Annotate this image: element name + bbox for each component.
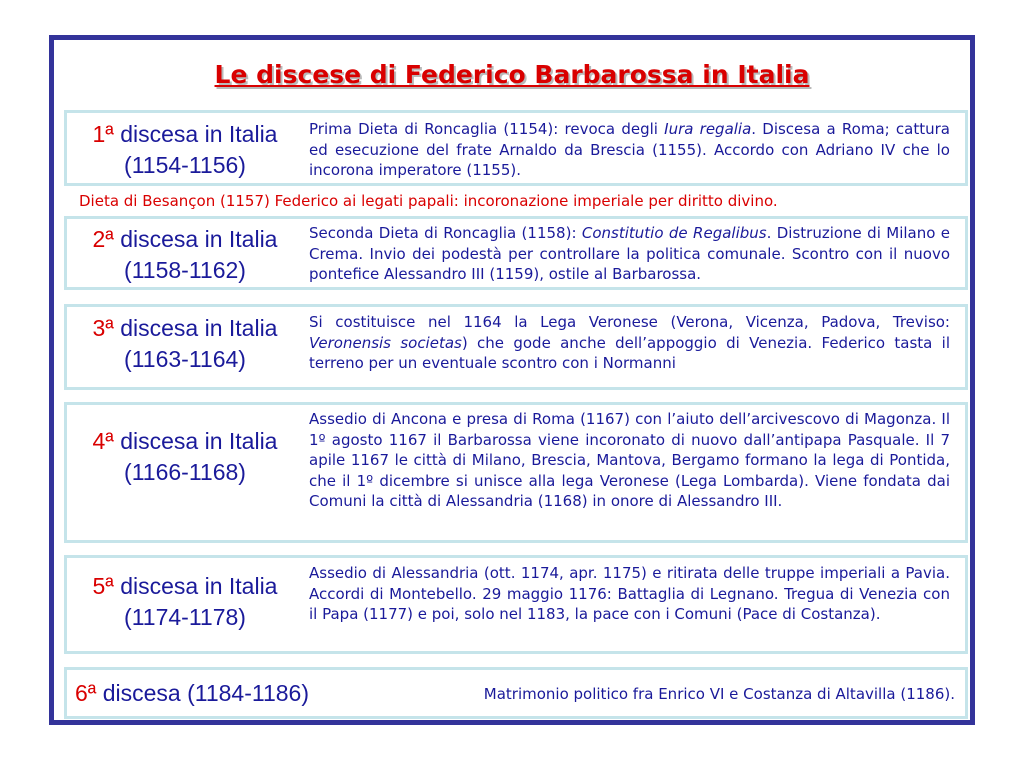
descent-ordinal: 3ª xyxy=(92,315,114,341)
slide-frame xyxy=(49,35,975,725)
descent-row-4 xyxy=(64,402,968,543)
descent-row-2 xyxy=(64,216,968,290)
descent-description xyxy=(309,563,950,625)
description-text: Assedio di Ancona e presa di Roma (1167) con l’aiuto dell’arcivescovo di Magonza. Il 1º agosto 1167 il Barbarossa viene incoronato di nuovo dall’antipapa Pasquale. Il 7 apile 1167 le città di Milano, Brescia, Mantova, Bergamo formano la lega di Pontida, che il 1º dicembre si unisce alla lega Veronese (Lega Lombarda). Viene fondata dai Comuni la città di Alessandria (1168) in onore di Alessandro III. xyxy=(309,410,950,510)
descent-description xyxy=(309,119,950,181)
descent-description xyxy=(309,312,950,374)
descent-row-5 xyxy=(64,555,968,654)
description-text: Si costituisce nel 1164 la Lega Veronese (Verona, Vicenza, Padova, Treviso: xyxy=(309,313,950,331)
descent-title: discesa in Italia xyxy=(120,428,278,454)
descent-label xyxy=(67,313,303,375)
descent-description xyxy=(309,223,950,285)
descent-ordinal: 4ª xyxy=(92,428,114,454)
descent-title: discesa in Italia xyxy=(120,226,278,252)
descent-years: (1154-1156) xyxy=(124,152,246,178)
description-text: Matrimonio politico fra Enrico VI e Costanza di Altavilla (1186). xyxy=(483,685,955,703)
descent-title: discesa in Italia xyxy=(120,573,278,599)
descent-row-3 xyxy=(64,304,968,390)
descent-label xyxy=(67,119,303,181)
descent-ordinal: 5ª xyxy=(92,573,114,599)
descent-description xyxy=(484,684,955,705)
descent-years: (1184-1186) xyxy=(187,680,309,706)
descent-years: (1163-1164) xyxy=(124,346,246,372)
descent-label xyxy=(67,426,303,488)
descent-years: (1158-1162) xyxy=(124,257,246,283)
descent-years: (1166-1168) xyxy=(124,459,246,485)
descent-title: discesa in Italia xyxy=(120,121,278,147)
descent-label xyxy=(67,224,303,286)
latin-term: Constitutio de Regalibus xyxy=(581,224,767,242)
latin-term: Iura regalia xyxy=(664,120,752,138)
descent-row-1 xyxy=(64,110,968,186)
description-text: Prima Dieta di Roncaglia (1154): revoca degli xyxy=(309,120,665,138)
slide-title: Le discese di Federico Barbarossa in Italia xyxy=(214,60,810,89)
descent-ordinal: 1ª xyxy=(92,121,114,147)
descent-ordinal: 2ª xyxy=(92,226,114,252)
descent-years: (1174-1178) xyxy=(124,604,246,630)
descent-title: discesa in Italia xyxy=(120,315,278,341)
descent-label xyxy=(75,678,309,709)
description-text: Seconda Dieta di Roncaglia (1158): xyxy=(309,224,582,242)
description-text: . Distruzione di Milano e Crema. Invio dei podestà per controllare la politica comunale. Scontro con il nuovo pontefice Alessandro III (1159), ostile al Barbarossa. xyxy=(309,224,951,283)
description-text: ) che gode anche dell’appoggio di Venezia. Federico tasta il terreno per un eventuale scontro con i Normanni xyxy=(309,333,951,372)
description-text: Assedio di Alessandria (ott. 1174, apr. 1175) e ritirata delle truppe imperiali a Pavia. Accordi di Montebello. 29 maggio 1176: Battaglia di Legnano. Tregua di Venezia con il Papa (1177) e poi, solo nel 1183, la pace con i Comuni (Pace di Costanza). xyxy=(309,564,950,623)
descent-label xyxy=(67,571,303,633)
descent-description xyxy=(309,409,950,512)
description-text: . Discesa a Roma; cattura ed esecuzione del frate Arnaldo da Brescia (1155). Accordo con Adriano IV che lo incorona imperatore (1155). xyxy=(309,120,950,179)
besancon-note: Dieta di Besançon (1157) Federico ai legati papali: incoronazione imperiale per diritto divino. xyxy=(79,192,778,210)
descent-row-6 xyxy=(64,667,968,719)
descent-title: discesa xyxy=(102,680,181,706)
latin-term: Veronensis societas xyxy=(309,333,462,352)
descent-ordinal: 6ª xyxy=(75,680,97,706)
